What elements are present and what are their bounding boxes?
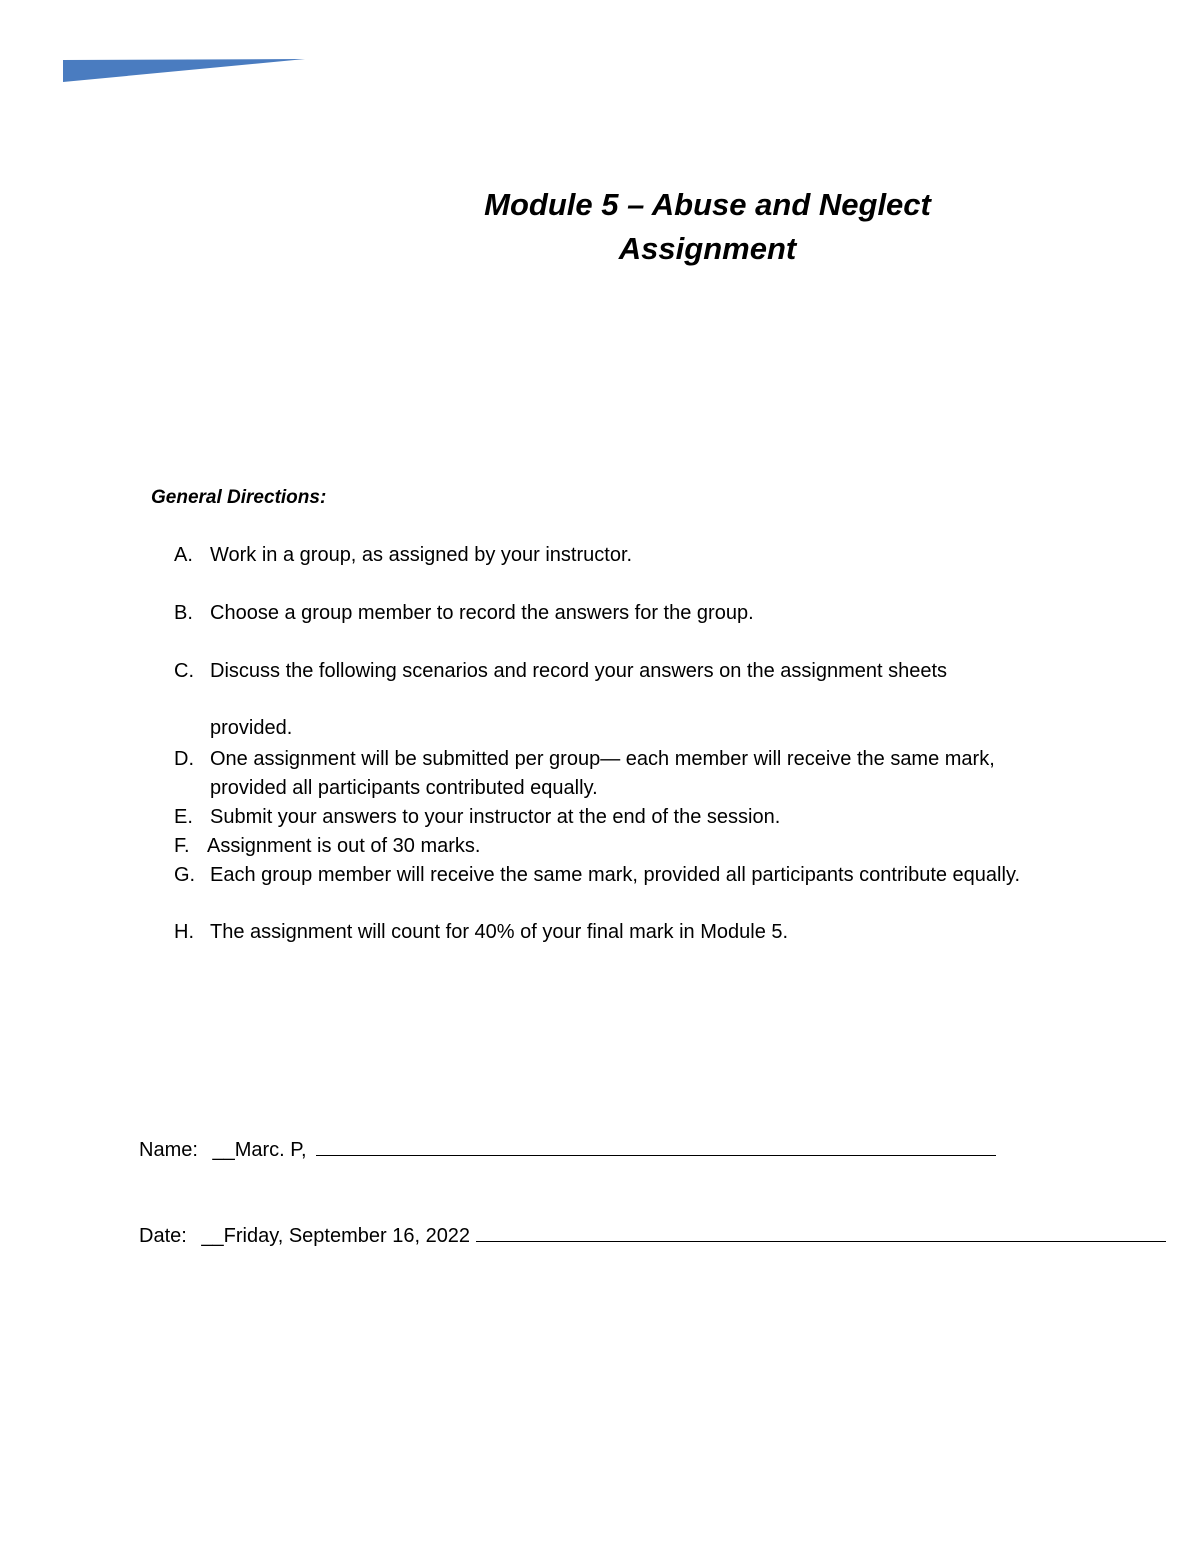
direction-text: Choose a group member to record the answers for the group.: [210, 602, 754, 624]
direction-letter: C.: [174, 660, 194, 682]
direction-letter: D.: [174, 748, 194, 770]
direction-letter: A.: [174, 544, 193, 566]
name-label: Name:: [139, 1139, 198, 1161]
direction-text: The assignment will count for 40% of your final mark in Module 5.: [210, 921, 789, 943]
name-value: __Marc. P,: [212, 1139, 307, 1161]
direction-text: One assignment will be submitted per group— each member will receive the same mark, provided all participants contributed equally.: [210, 748, 995, 799]
direction-text: Assignment is out of 30 marks.: [207, 835, 481, 857]
date-field: [139, 1221, 1166, 1250]
direction-text: Submit your answers to your instructor at the end of the session.: [210, 806, 781, 828]
direction-text: Discuss the following scenarios and record your answers on the assignment sheets: [210, 660, 948, 682]
decorative-accent-wedge: [62, 57, 306, 83]
direction-letter: E.: [174, 806, 193, 828]
date-label: Date:: [139, 1225, 187, 1247]
direction-letter: F.: [174, 835, 190, 857]
title-line-1: Module 5 – Abuse and Neglect: [484, 187, 931, 222]
document-title: [455, 183, 960, 271]
accent-wedge-shape: [63, 59, 305, 82]
direction-text: Each group member will receive the same mark, provided all participants contribute equally.: [210, 864, 1021, 886]
direction-text: provided.: [210, 717, 293, 739]
date-value: __Friday, September 16, 2022: [201, 1225, 471, 1247]
direction-text: Work in a group, as assigned by your instructor.: [210, 544, 633, 566]
directions-heading: General Directions:: [151, 487, 327, 508]
title-line-2: Assignment: [618, 231, 797, 266]
name-underline: [316, 1135, 996, 1156]
direction-letter: H.: [174, 921, 194, 943]
date-underline: [476, 1221, 1166, 1242]
direction-letter: B.: [174, 602, 193, 624]
name-field: [139, 1135, 996, 1164]
direction-letter: G.: [174, 864, 196, 886]
